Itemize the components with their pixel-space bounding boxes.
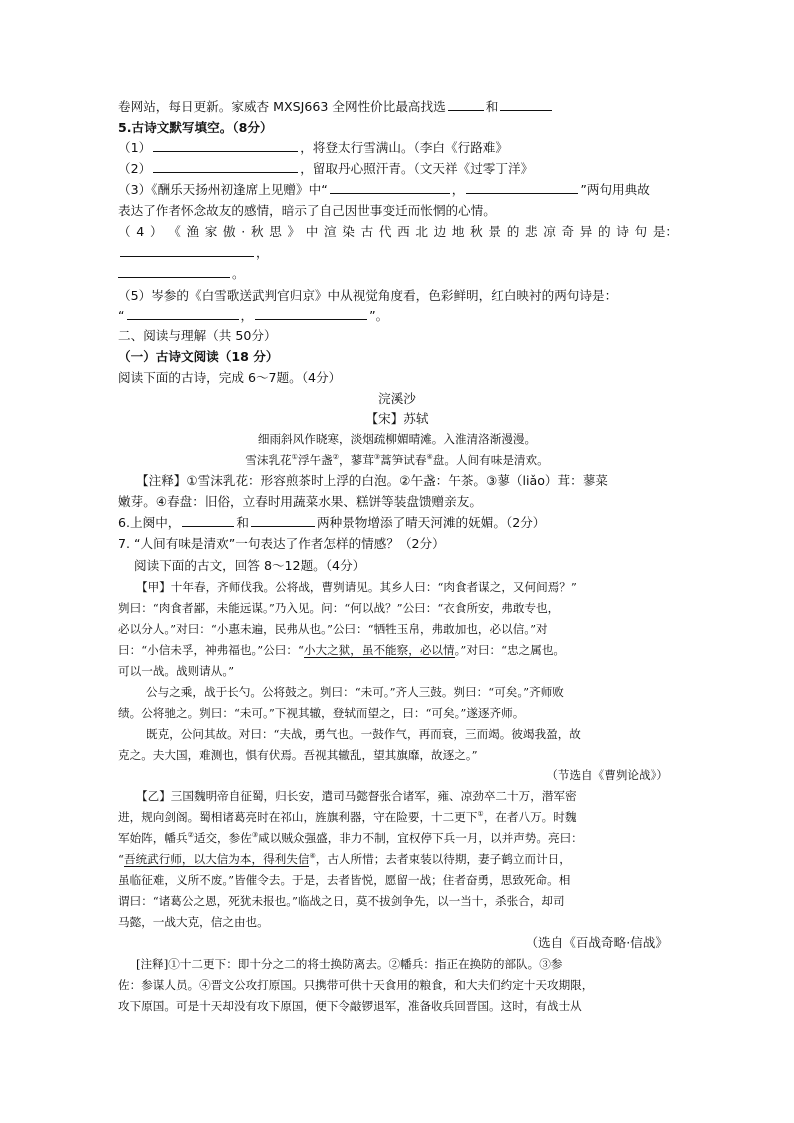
question-5-item-1: （1） ，将登太行雪满山。（李白《行路难》 [118, 140, 508, 155]
question-5-item-4-char: 染 [342, 224, 355, 239]
question-5-item-4-char: 的 [598, 224, 611, 239]
passage-yi-line: 马懿，一战大克，信之由也。 [118, 915, 269, 929]
answer-blank[interactable] [251, 514, 315, 527]
question-5-item-4-char: （ [118, 224, 131, 239]
question-5-item-4-line3: 。 [118, 265, 245, 283]
answer-blank[interactable] [448, 98, 484, 111]
question-5-item-5-line2: “ ， ”。 [118, 308, 389, 323]
passage-jia-line: 必以分人。”对曰：“小惠未遍，民弗从也。”公曰：“牺牲玉帛，弗敢加也，必以信。”对 [118, 622, 548, 636]
answer-blank[interactable] [500, 98, 552, 111]
question-5-item-4-char: 中 [305, 224, 319, 239]
question-5-item-4-char: 代 [378, 224, 392, 239]
answer-blank[interactable] [127, 307, 239, 320]
question-5-item-4-char: 古 [360, 224, 374, 239]
passage-note: 攻下原国。可是十天却没有攻下原国，便下令敲锣退军，准备收兵回晋国。这时，有战士从 [118, 999, 582, 1013]
question-5-item-4-char: 思 [269, 224, 282, 239]
passage-jia-line: 既克，公问其故。对曰：“夫战，勇气也。一鼓作气，再而衰，三而竭。彼竭我盈，故 [146, 727, 581, 741]
answer-blank[interactable] [118, 265, 230, 278]
question-5-item-4-char: 家 [204, 224, 218, 239]
question-5-item-2: （2） ，留取丹心照汗青。（文天祥《过零丁洋》 [118, 161, 534, 176]
passage-source: （节选自《曹刿论战》） [546, 768, 668, 782]
question-5-item-4-char: 渔 [186, 224, 200, 239]
question-5-item-4-char: 奇 [561, 224, 575, 239]
passage-note: 佐：参谋人员。④晋文公攻打原国。只携带可供十天食用的粮食，和大夫们约定十天攻期限， [118, 978, 594, 992]
passage-yi-line: 进，规向剑阁。蜀相诸葛亮时在祁山，旌旗利器，守在险要，十二更下①，在者八万。时魏 [118, 810, 577, 824]
passage-yi-line: 虽临征难，义所不废。”皆催令去。于是，去者皆悦，愿留一战；住者奋勇，思致死命。相 [118, 873, 571, 887]
poem-instructions: 阅读下面的古诗，完成 6～7题。（4分） [118, 370, 342, 385]
underlined-sentence: 吾统武行师，以大信为本，得利失信 [123, 852, 310, 866]
passage-yi-line: 军始阵，幡兵②适交，参佐③咸以贼众强盛，非力不制，宜权停下兵一月，以并声势。亮曰： [118, 831, 583, 845]
answer-blank[interactable] [330, 181, 450, 194]
question-5-item-4-char: 4 [136, 224, 145, 239]
header-line: 卷网站，每日更新。家威杏 MXSJ663 全网性价比最高找选 和 [118, 98, 554, 116]
answer-blank[interactable] [153, 160, 298, 173]
answer-blank[interactable] [182, 514, 234, 527]
question-5-item-4-char: 句 [634, 224, 648, 239]
question-5-item-4-char: 西 [397, 224, 410, 239]
question-5-item-4-end: 是： [652, 224, 678, 239]
passage-note: [注释]①十二更下：即十分之二的将士换防离去。②幡兵：指正在换防的部队。③参 [136, 957, 563, 971]
passage-jia-line: 【甲】十年春，齐师伐我。公将战，曹刿请见。其乡人曰：“肉食者谋之，又何间焉？” [136, 580, 577, 594]
question-6: 6.上阕中， 和 两种景物增添了晴天河滩的妩媚。（2分） [118, 515, 546, 530]
answer-blank[interactable] [255, 307, 367, 320]
question-5-item-4-char: 秋 [470, 224, 483, 239]
poem-author: 【宋】苏轼 [365, 411, 429, 426]
question-5-item-4-char: 《 [168, 224, 181, 239]
poem-line: 雪沫乳花①浮午盏②，蓼茸③蒿笋试春④盘。人间有味是清欢。 [245, 453, 549, 467]
poem-note: 【注释】①雪沫乳花：形容煎茶时上浮的白泡。②午盏：午茶。③蓼（liǎo）茸：蓼菜 [136, 473, 608, 488]
question-5-item-4-char: 傲 [223, 224, 236, 239]
question-5-item-3-cont: 表达了作者怀念故友的感情，暗示了自己因世事变迁而怅惘的心情。 [118, 203, 496, 218]
passage-jia-line: 绩。公将驰之。刿曰：“未可。”下视其辙，登轼而望之，曰：“可矣。”遂逐齐师。 [118, 706, 525, 720]
question-5-item-4-char: 诗 [616, 224, 629, 239]
passage-yi-line: “吾统武行师，以大信为本，得利失信④，古人所惜；去者束装以待期，妻子鹤立而计日， [118, 852, 571, 866]
header-text: 卷网站，每日更新。家威杏 MXSJ663 全网性价比最高找选 [118, 99, 446, 114]
question-5-item-4-char: · [241, 224, 246, 239]
question-5-item-4 [118, 223, 678, 241]
question-5-item-4-char: 边 [433, 224, 447, 239]
question-5-item-4-char: 凉 [543, 224, 556, 239]
answer-blank[interactable] [153, 139, 298, 152]
question-5-item-4-char: 悲 [524, 224, 538, 239]
underlined-sentence: 小大之狱，虽不能察，必以情 [303, 643, 455, 657]
question-5-item-4-char: 景 [488, 224, 502, 239]
passage-yi-line: 【乙】三国魏明帝自征蜀，归长安，遣司马懿督张合诸军，雍、凉劲卒二十万，潜军密 [136, 789, 577, 803]
part-heading: （一）古诗文阅读（18 分） [118, 349, 279, 364]
passage-yi-line: 谓曰：“诸葛公之恩，死犹未报也。”临战之日，莫不拔剑争先，以一当十，杀张合，却司 [118, 894, 565, 908]
question-5-item-4-char: 的 [506, 224, 520, 239]
passage-source: （选自《百战奇略·信战》 [525, 935, 668, 950]
section-heading: 二、阅读与理解（共 50分） [118, 328, 277, 343]
question-5-item-3: （3）《酬乐天扬州初逢席上见赠》中“ ， ”两句用典故 [118, 182, 650, 197]
poem-line: 细雨斜风作晓寒，淡烟疏柳媚晴滩。入淮清洛渐漫漫。 [257, 432, 537, 446]
poem-note: 嫩芽。④春盘：旧俗，立春时用蔬菜水果、糕饼等装盘馈赠亲友。 [118, 494, 482, 509]
poem-title: 浣溪沙 [378, 391, 416, 406]
answer-blank[interactable] [120, 244, 254, 257]
question-5-item-4-char: 北 [415, 224, 428, 239]
question-5-item-4-char: 》 [287, 224, 301, 239]
passage-jia-line: 曰：“小信未孚，神弗福也。”公曰：“小大之狱，虽不能察，必以情。”对曰：“忠之属也。 [118, 643, 566, 657]
question-5-item-5: （5）岑参的《白雪歌送武判官归京》中从视觉角度看，色彩鲜明，红白映衬的两句诗是： [118, 288, 618, 303]
passage-jia-line: 刿曰：“肉食者鄙，未能远谋。”乃入见。问：“何以战？”公曰：“衣食所安，弗敢专也， [118, 601, 560, 615]
answer-blank[interactable] [466, 181, 578, 194]
question-7: 7. “人间有味是清欢”一句表达了作者怎样的情感？（2分） [118, 536, 445, 551]
question-5-item-4-char: ） [149, 224, 163, 239]
passage-jia-line: 可以一战。战则请从。” [118, 664, 235, 678]
question-5-title: 5.古诗文默写填空。（8分） [118, 120, 273, 135]
passage-jia-line: 克之。夫大国，难测也，惧有伏焉。吾视其辙乱，望其旗靡，故逐之。” [118, 748, 478, 762]
question-5-item-4-char: 异 [579, 224, 593, 239]
question-5-item-4-char: 秋 [250, 224, 264, 239]
question-5-item-4-line2: ， [118, 244, 269, 262]
passage-jia-line: 公与之乘，战于长勺。公将鼓之。刿曰：“未可。”齐人三鼓。刿曰：“可矣。”齐师败 [146, 685, 564, 699]
question-5-item-4-char: 地 [451, 224, 465, 239]
prose-instructions: 阅读下面的古文，回答 8～12题。（4分） [134, 558, 366, 573]
question-5-item-4-char: 渲 [324, 224, 337, 239]
